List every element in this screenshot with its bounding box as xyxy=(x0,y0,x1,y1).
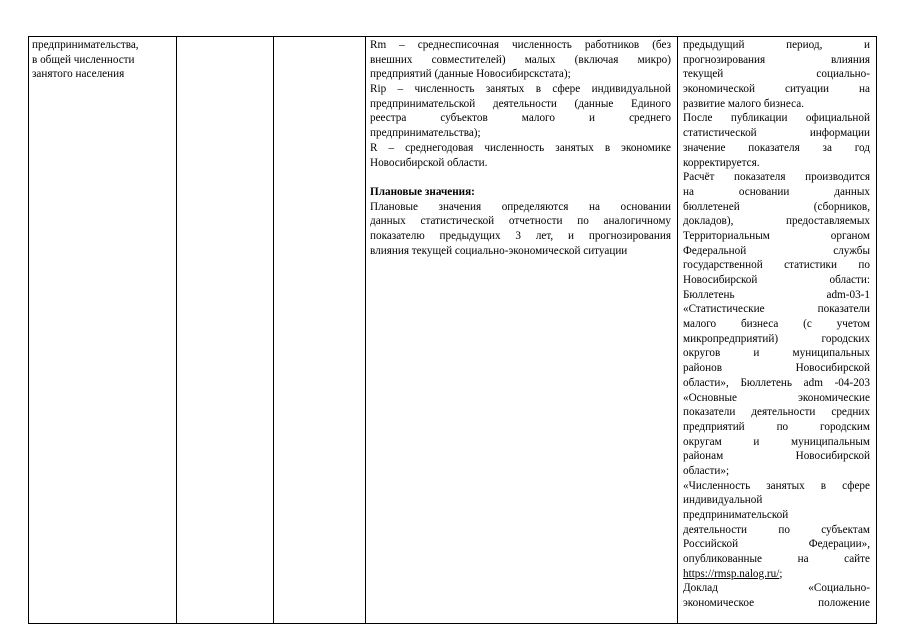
source-text-line: статистической информации xyxy=(683,127,870,140)
method-text-line: Rm – среднесписочная численность работников (без xyxy=(370,39,671,51)
source-text-line: корректируется. xyxy=(683,156,760,169)
method-text-line: реестра субъектов малого и среднего xyxy=(370,112,671,125)
source-text-line: предприятий по городским xyxy=(683,420,870,433)
source-text-line: предыдущий период, и xyxy=(683,39,870,51)
source-text-line: деятельности по субъектам xyxy=(683,523,870,536)
table-border-col5-left xyxy=(677,36,678,624)
method-text-line: Новосибирской области. xyxy=(370,156,488,169)
rmsp-nalog-link[interactable]: https://rmsp.nalog.ru/ xyxy=(683,567,780,580)
source-text-line: государственной статистики по xyxy=(683,259,870,272)
source-text-line: Расчёт показателя производится xyxy=(683,171,870,184)
source-text-line: экономическое положение xyxy=(683,597,870,610)
source-text-line: показатели деятельности средних xyxy=(683,406,870,419)
table-top-border xyxy=(28,36,876,37)
method-text-line: внешних совместителей) малых (включая микро) xyxy=(370,53,671,66)
source-text-line: Бюллетень adm-03-1 xyxy=(683,288,870,301)
plan-values-line: Плановые значения определяются на основании xyxy=(370,200,671,213)
source-text-line: «Основные экономические xyxy=(683,391,870,404)
source-text-line: области»; xyxy=(683,464,730,477)
source-text-line: «Статистические показатели xyxy=(683,303,870,316)
source-text-line: округов и муниципальных xyxy=(683,347,870,360)
source-text-line: После публикации официальной xyxy=(683,112,870,125)
method-text-line: R – среднегодовая численность занятых в экономике xyxy=(370,141,671,154)
source-text-line: области», Бюллетень adm -04-203 xyxy=(683,376,870,389)
plan-values-line: данных статистической отчетности по аналогичному xyxy=(370,215,671,228)
source-link-line xyxy=(683,567,870,582)
link-suffix: ; xyxy=(779,567,783,580)
source-text-line: Новосибирской области: xyxy=(683,274,870,286)
table-border-col4-left xyxy=(365,36,366,624)
source-text-line: бюллетеней (сборников, xyxy=(683,200,870,213)
plan-values-heading: Плановые значения: xyxy=(370,185,475,198)
indicator-name-line: в общей численности xyxy=(32,53,135,66)
method-text-line: предпринимательства); xyxy=(370,127,481,140)
data-source-cell xyxy=(683,38,870,611)
source-text-line: экономической ситуации на xyxy=(683,83,870,96)
table-border-col1-left xyxy=(28,36,29,624)
indicator-name-line: предпринимательства, xyxy=(32,39,139,51)
source-text-line: малого бизнеса (с учетом xyxy=(683,318,870,331)
source-text-line: районам Новосибирской xyxy=(683,450,870,463)
table-border-col3-left xyxy=(273,36,274,624)
plan-values-line: показателю предыдущих 3 лет, и прогнозирования xyxy=(370,229,671,242)
source-text-line: районов Новосибирской xyxy=(683,362,870,375)
source-text-line: Доклад «Социально- xyxy=(683,582,870,595)
plan-values-line: влияния текущей социально-экономической ситуации xyxy=(370,244,628,257)
calculation-method-cell xyxy=(370,38,671,258)
source-text-line: микропредприятий) городских xyxy=(683,332,870,345)
source-text-line: текущей социально- xyxy=(683,68,870,81)
source-text-line: Российской Федерации», xyxy=(683,538,870,551)
source-text-line: округам и муниципальным xyxy=(683,435,870,448)
source-text-line: Территориальным органом xyxy=(683,229,870,242)
source-text-line: Федеральной службы xyxy=(683,244,870,257)
paragraph-spacer xyxy=(370,170,671,185)
source-text-line: прогнозирования влияния xyxy=(683,53,870,66)
source-text-line: опубликованные на сайте xyxy=(683,553,870,566)
source-text-line: значение показателя за год xyxy=(683,141,870,154)
method-text-line: предприятий (данные Новосибирскстата); xyxy=(370,68,571,81)
indicator-name-line: занятого населения xyxy=(32,68,125,81)
table-border-col2-left xyxy=(176,36,177,624)
source-text-line: развитие малого бизнеса. xyxy=(683,97,805,110)
indicator-name-cell xyxy=(32,38,172,82)
table-bottom-border xyxy=(28,623,876,624)
method-text-line: Rip – численность занятых в сфере индивидуальной xyxy=(370,83,671,96)
source-text-line: индивидуальной xyxy=(683,494,763,507)
source-text-line: на основании данных xyxy=(683,185,870,198)
source-text-line: предпринимательской xyxy=(683,509,789,521)
source-text-line: докладов), предоставляемых xyxy=(683,215,870,228)
table-border-right xyxy=(876,36,877,624)
method-text-line: предпринимательской деятельности (данные Единого xyxy=(370,97,671,110)
source-text-line: «Численность занятых в сфере xyxy=(683,479,870,492)
